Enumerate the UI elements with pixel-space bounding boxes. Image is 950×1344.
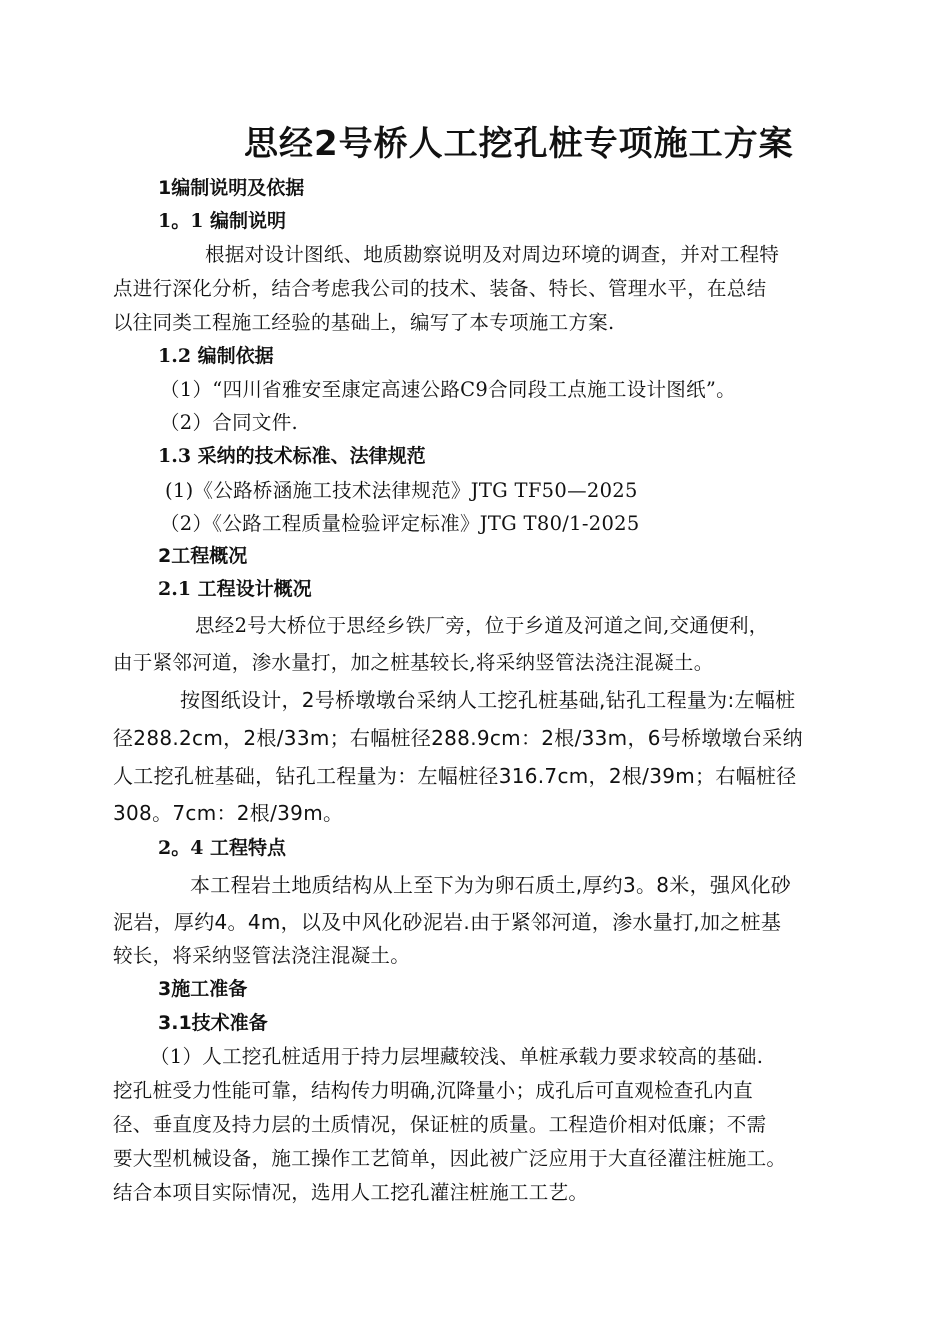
section-3-heading: 3施工准备 bbox=[158, 978, 248, 1000]
paragraph-line: 泥岩，厚约4。4m，以及中风化砂泥岩.由于紧邻河道，渗水量打,加之桩基 bbox=[113, 910, 782, 934]
paragraph-line: 思经2号大桥位于思经乡铁厂旁，位于乡道及河道之间,交通便利， bbox=[195, 614, 769, 637]
paragraph-line: （2）《公路工程质量检验评定标准》JTG T80/1-2025 bbox=[160, 512, 640, 535]
paragraph-line: （2）合同文件. bbox=[160, 411, 299, 434]
paragraph-line: 径、垂直度及持力层的土质情况，保证桩的质量。工程造价相对低廉；不需 bbox=[113, 1113, 767, 1136]
paragraph-line: 挖孔桩受力性能可靠，结构传力明确,沉降量小；成孔后可直观检查孔内直 bbox=[113, 1079, 754, 1102]
section-1-1-heading: 1。1 编制说明 bbox=[158, 210, 287, 232]
section-2-4-heading: 2。4 工程特点 bbox=[158, 837, 287, 859]
paragraph-line: 由于紧邻河道，渗水量打，加之桩基较长,将采纳竖管法浇注混凝土。 bbox=[113, 651, 714, 674]
section-3-1-heading: 3.1技术准备 bbox=[158, 1012, 268, 1034]
document-title: 思经2号桥人工挖孔桩专项施工方案 bbox=[244, 124, 794, 164]
section-2-1-heading: 2.1 工程设计概况 bbox=[158, 578, 312, 600]
paragraph-line: 点进行深化分析，结合考虑我公司的技术、装备、特长、管理水平，在总结 bbox=[113, 277, 767, 300]
paragraph-line: （1）人工挖孔桩适用于持力层埋藏较浅、单桩承载力要求较高的基础. bbox=[150, 1045, 764, 1068]
section-1-heading: 1编制说明及依据 bbox=[158, 177, 305, 199]
paragraph-line: （1）“四川省雅安至康定高速公路C9合同段工点施工设计图纸”。 bbox=[160, 378, 736, 401]
section-1-3-heading: 1.3 采纳的技术标准、法律规范 bbox=[158, 445, 426, 467]
paragraph-line: 本工程岩土地质结构从上至下为为卵石质土,厚约3。8米，强风化砂 bbox=[190, 873, 792, 897]
paragraph-line: 要大型机械设备，施工操作工艺简单，因此被广泛应用于大直径灌注桩施工。 bbox=[113, 1147, 787, 1170]
section-2-heading: 2工程概况 bbox=[158, 545, 248, 567]
paragraph-line: 308。7cm：2根/39m。 bbox=[113, 801, 344, 825]
paragraph-line: 人工挖孔桩基础，钻孔工程量为：左幅桩径316.7cm，2根/39m；右幅桩径 bbox=[113, 764, 797, 788]
section-1-2-heading: 1.2 编制依据 bbox=[158, 345, 274, 367]
paragraph-line: 根据对设计图纸、地质勘察说明及对周边环境的调查，并对工程特 bbox=[205, 243, 780, 266]
paragraph-line: 径288.2cm，2根/33m；右幅桩径288.9cm：2根/33m，6号桥墩墩台采纳 bbox=[113, 726, 803, 750]
paragraph-line: 结合本项目实际情况，选用人工挖孔灌注桩施工工艺。 bbox=[113, 1181, 589, 1204]
paragraph-line: 按图纸设计，2号桥墩墩台采纳人工挖孔桩基础,钻孔工程量为:左幅桩 bbox=[180, 688, 796, 712]
paragraph-line: 较长，将采纳竖管法浇注混凝土。 bbox=[113, 944, 411, 967]
paragraph-line: (1)《公路桥涵施工技术法律规范》JTG TF50—2025 bbox=[165, 479, 638, 502]
paragraph-line: 以往同类工程施工经验的基础上，编写了本专项施工方案. bbox=[113, 311, 615, 334]
